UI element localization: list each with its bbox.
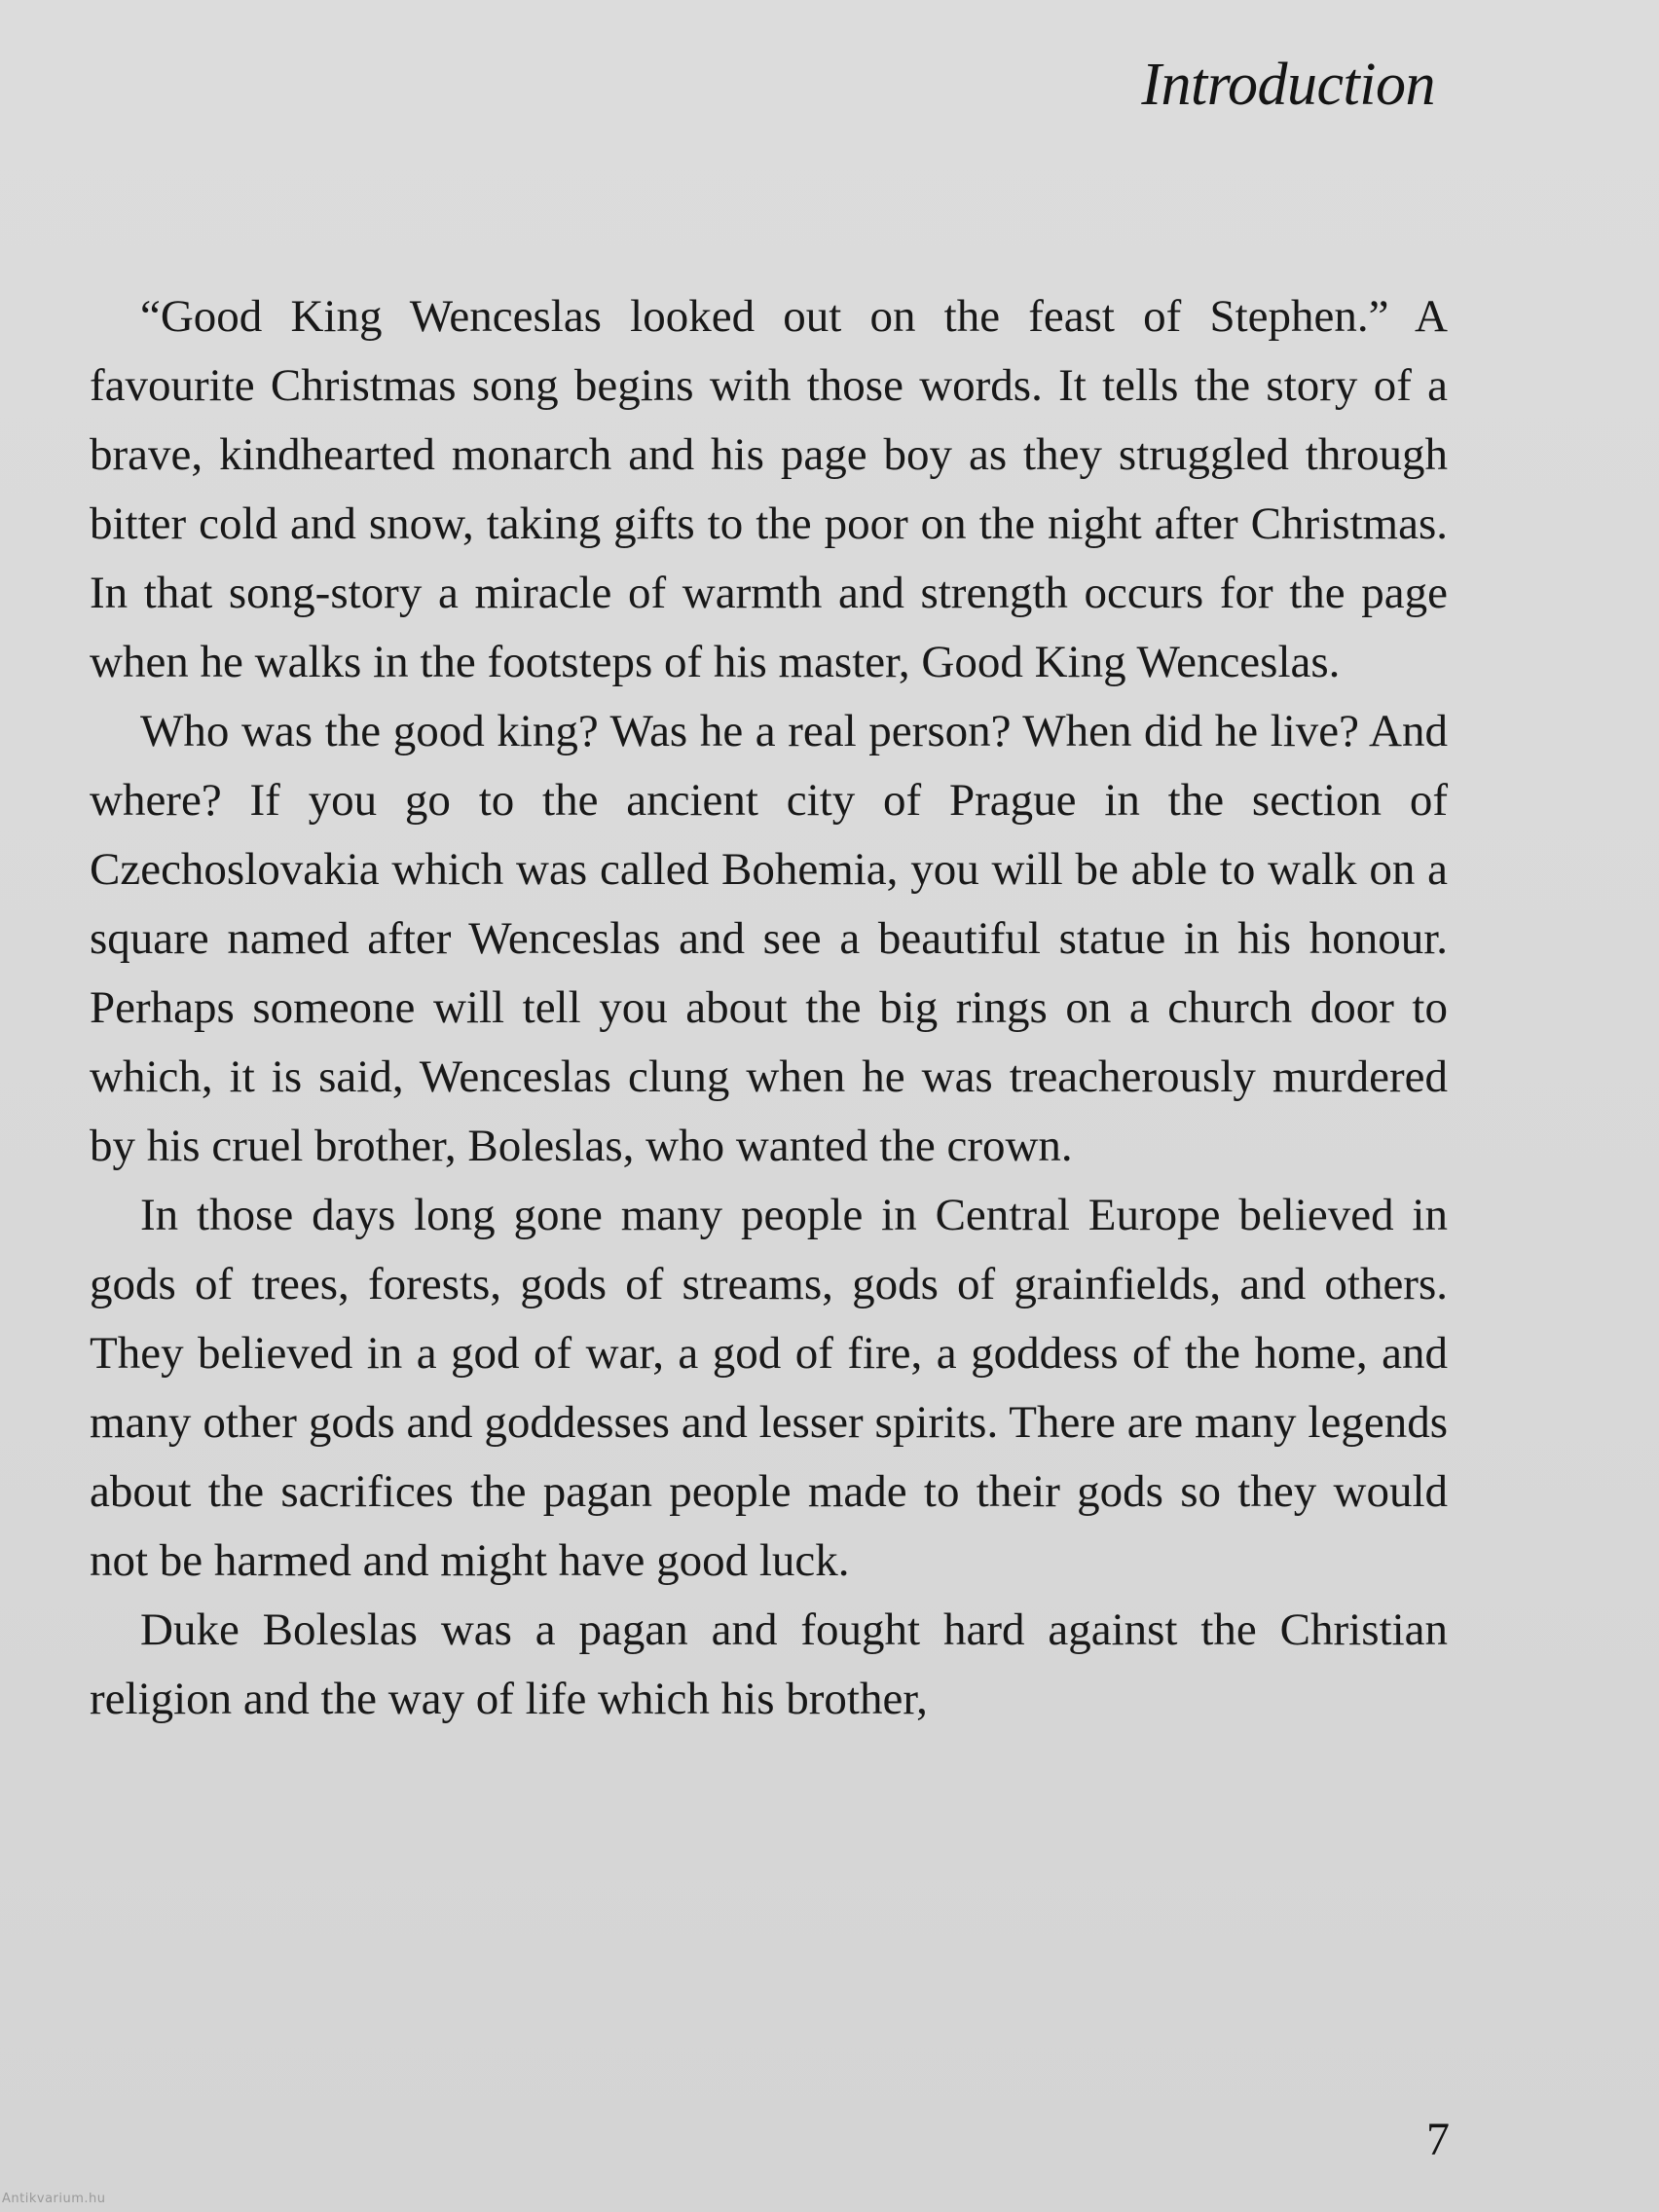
page-number: 7 (1426, 2114, 1450, 2165)
paragraph-4: Duke Boleslas was a pagan and fought hard against the Christian religion and the way of life which his brother, (90, 1604, 1448, 1724)
paragraph-3: In those days long gone many people in Central Europe believed in gods of trees, forests, gods of streams, gods of grainfields, and others. They believed in a god of war, a god of fire, a goddess of the home, and many other gods and goddesses and lesser spirits. There are many legends about the sacrifices the pagan people made to their gods so they would not be harmed and might have good luck. (90, 1190, 1448, 1586)
running-head: Introduction (1141, 52, 1435, 118)
watermark: Antikvarium.hu (2, 2192, 106, 2206)
paragraph-1: “Good King Wenceslas looked out on the feast of Stephen.” A favourite Christmas song begins with those words. It tells the story of a brave, kindhearted monarch and his page boy as they struggled through bitter cold and snow, taking gifts to the poor on the night after Christmas. In that song-story a miracle of warmth and strength occurs for the page when he walks in the footsteps of his master, Good King Wenceslas. (90, 291, 1448, 687)
paragraph-2: Who was the good king? Was he a real person? When did he live? And where? If you go to the ancient city of Prague in the section of Czechoslovakia which was called Bohemia, you will be able to walk on a square named after Wenceslas and see a beautiful statue in his honour. Perhaps someone will tell you about the big rings on a church door to which, it is said, Wenceslas clung when he was treacherously murdered by his cruel brother, Boleslas, who wanted the crown. (90, 706, 1448, 1171)
body-text (90, 282, 1448, 1734)
